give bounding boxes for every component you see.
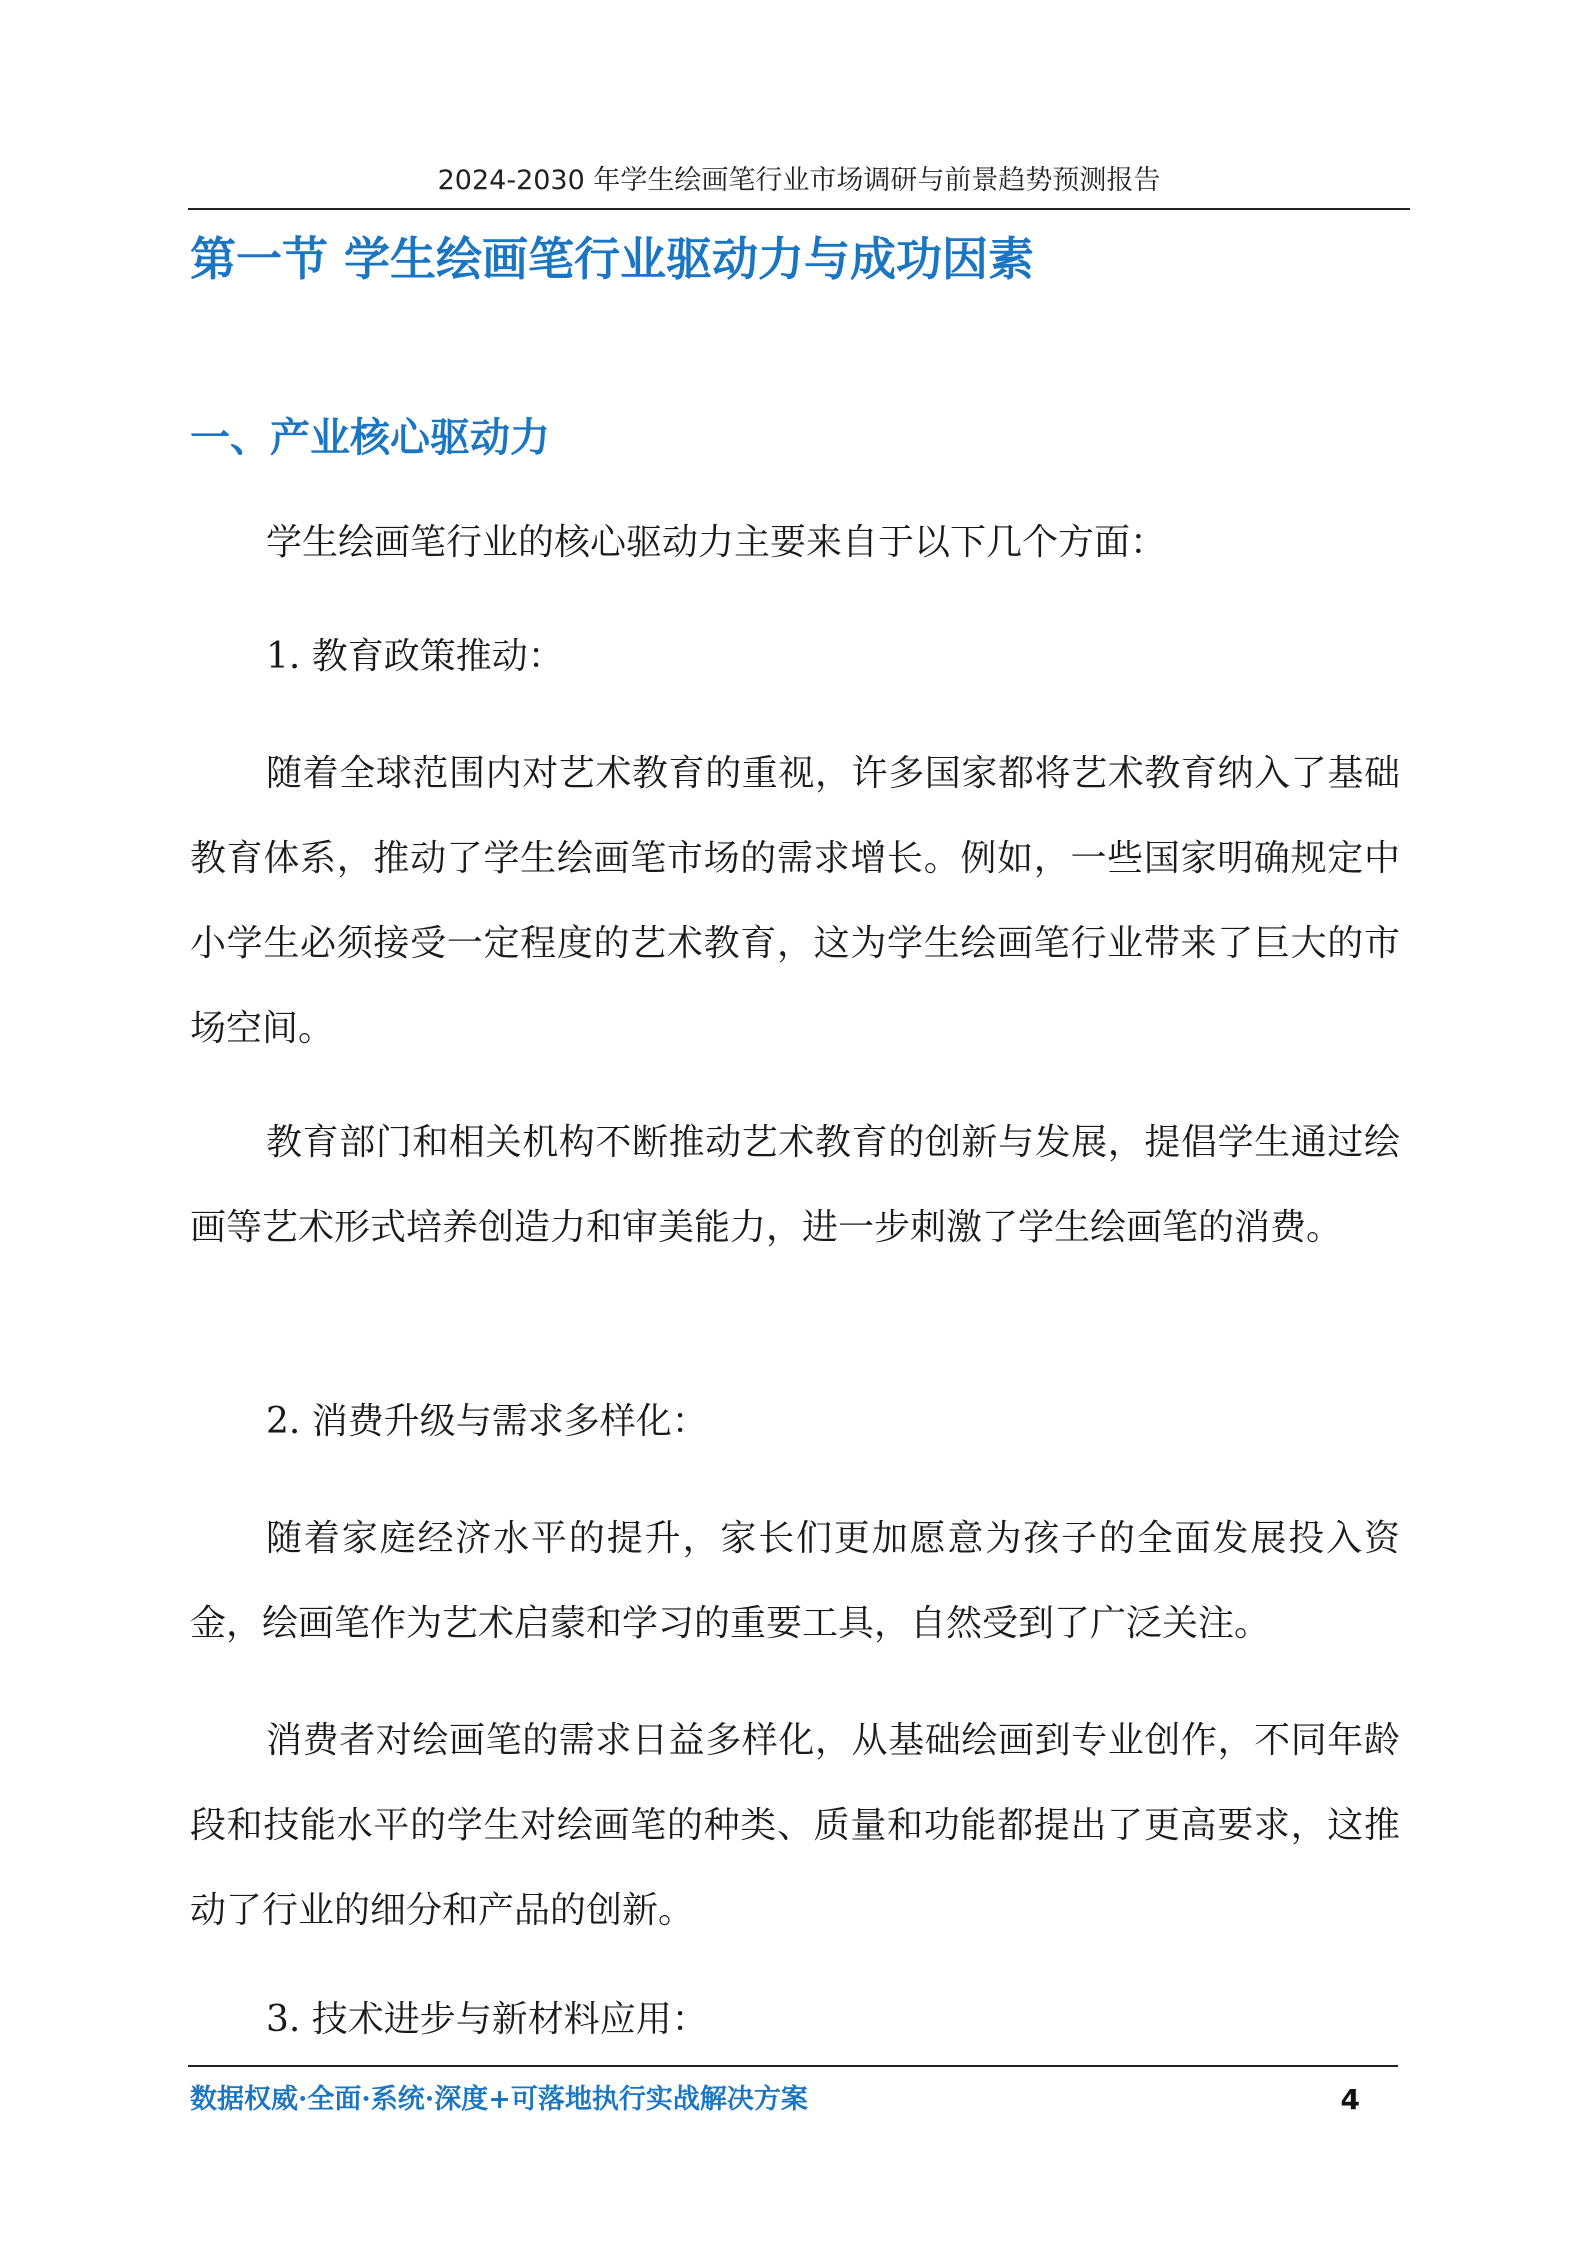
paragraph-4: 消费者对绘画笔的需求日益多样化，从基础绘画到专业创作，不同年龄段和技能水平的学生对绘画笔的种类、质量和功能都提出了更高要求，这推动了行业的细分和产品的创新。 — [190, 1720, 1400, 1931]
list-item-2: 2. 消费升级与需求多样化： — [266, 1401, 708, 1442]
header-divider — [188, 208, 1410, 210]
page-number: 4 — [1340, 2083, 1360, 2116]
subsection-title: 一、产业核心驱动力 — [190, 415, 550, 461]
page-header-title: 2024-2030 年学生绘画笔行业市场调研与前景趋势预测报告 — [437, 165, 1161, 196]
paragraph-1: 随着全球范围内对艺术教育的重视，许多国家都将艺术教育纳入了基础教育体系，推动了学生绘画笔市场的需求增长。例如，一些国家明确规定中小学生必须接受一定程度的艺术教育，这为学生绘画笔行业带来了巨大的市场空间。 — [190, 753, 1400, 1049]
section-title: 第一节 学生绘画笔行业驱动力与成功因素 — [190, 232, 1035, 286]
intro-paragraph: 学生绘画笔行业的核心驱动力主要来自于以下几个方面： — [266, 522, 1167, 563]
footer-divider — [188, 2065, 1398, 2067]
footer-slogan: 数据权威·全面·系统·深度+可落地执行实战解决方案 — [190, 2084, 808, 2115]
list-item-1: 1. 教育政策推动： — [266, 636, 564, 677]
paragraph-2: 教育部门和相关机构不断推动艺术教育的创新与发展，提倡学生通过绘画等艺术形式培养创造力和审美能力，进一步刺激了学生绘画笔的消费。 — [190, 1122, 1400, 1248]
paragraph-3: 随着家庭经济水平的提升，家长们更加愿意为孩子的全面发展投入资金，绘画笔作为艺术启蒙和学习的重要工具，自然受到了广泛关注。 — [190, 1518, 1400, 1644]
list-item-3: 3. 技术进步与新材料应用： — [266, 1999, 708, 2040]
